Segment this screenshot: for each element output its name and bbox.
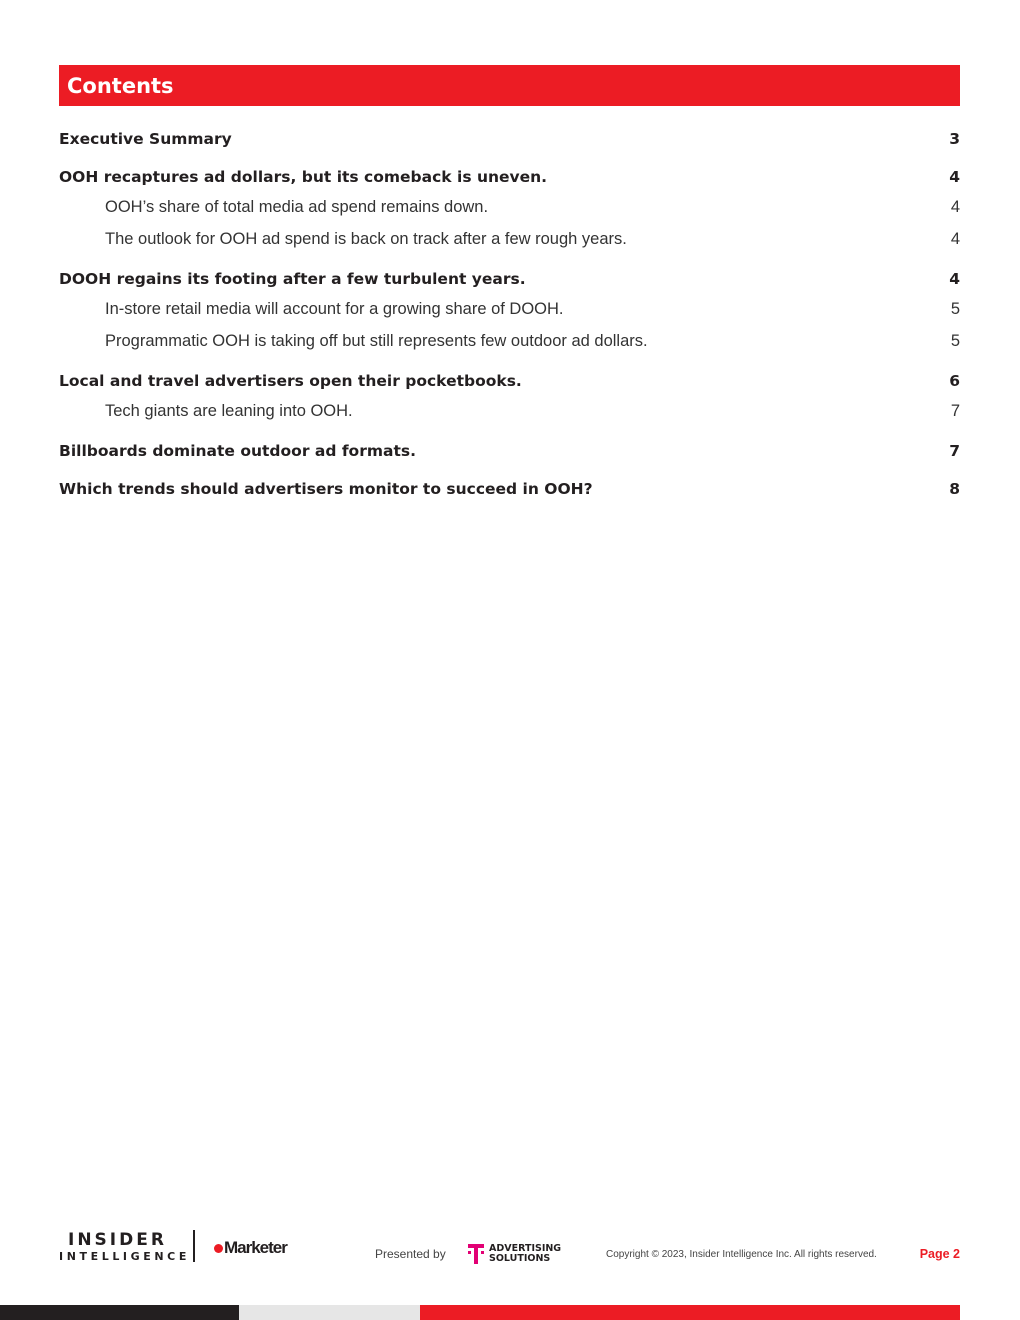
toc-page-number: 7 xyxy=(950,402,960,420)
toc-label: OOH’s share of total media ad spend remains down. xyxy=(105,198,489,216)
toc-page-number: 4 xyxy=(950,198,960,216)
copyright-text: Copyright © 2023, Insider Intelligence Inc. All rights reserved. xyxy=(606,1249,877,1260)
toc-item-dooh-regains[interactable] xyxy=(59,267,960,291)
toc-page-number: 8 xyxy=(949,480,960,498)
t-mobile-logo-icon xyxy=(468,1244,486,1264)
insider-intelligence-logo xyxy=(59,1230,190,1266)
emarketer-logo xyxy=(214,1236,287,1260)
toc-label: In-store retail media will account for a growing share of DOOH. xyxy=(105,300,564,318)
emarketer-wordmark: Marketer xyxy=(224,1238,287,1257)
toc-subitem-ooh-outlook[interactable] xyxy=(105,227,960,251)
logo-divider xyxy=(193,1230,195,1262)
toc-page-number: 6 xyxy=(949,372,960,390)
toc-page-number: 5 xyxy=(950,332,960,350)
toc-page-number: 4 xyxy=(950,230,960,248)
page-number: Page 2 xyxy=(919,1247,960,1261)
toc-label: DOOH regains its footing after a few turbulent years. xyxy=(59,270,526,288)
toc-label: Which trends should advertisers monitor to succeed in OOH? xyxy=(59,480,593,498)
toc-subitem-ooh-share[interactable] xyxy=(105,195,960,219)
page-footer xyxy=(59,1228,960,1268)
toc-page-number: 4 xyxy=(949,168,960,186)
toc-subitem-programmatic-ooh[interactable] xyxy=(105,329,960,353)
toc-item-which-trends[interactable] xyxy=(59,477,960,501)
toc-label: Local and travel advertisers open their pocketbooks. xyxy=(59,372,522,390)
toc-item-billboards[interactable] xyxy=(59,439,960,463)
toc-page-number: 3 xyxy=(949,130,960,148)
toc-label: Executive Summary xyxy=(59,130,232,148)
toc-label: Tech giants are leaning into OOH. xyxy=(105,402,353,420)
toc-label: OOH recaptures ad dollars, but its comeback is uneven. xyxy=(59,168,548,186)
footer-strip-black xyxy=(0,1305,239,1320)
logo-line-2: INTELLIGENCE xyxy=(59,1250,190,1263)
toc-label: Billboards dominate outdoor ad formats. xyxy=(59,442,416,460)
toc-subitem-in-store-retail[interactable] xyxy=(105,297,960,321)
sponsor-name xyxy=(489,1244,561,1264)
toc-page-number: 4 xyxy=(949,270,960,288)
toc-item-ooh-recaptures[interactable] xyxy=(59,165,960,189)
toc-page-number: 7 xyxy=(949,442,960,460)
toc-label: Programmatic OOH is taking off but still represents few outdoor ad dollars. xyxy=(105,332,648,350)
sponsor-line-2: SOLUTIONS xyxy=(489,1253,551,1264)
toc-label: The outlook for OOH ad spend is back on track after a few rough years. xyxy=(105,230,627,248)
logo-line-1: INSIDER xyxy=(68,1230,167,1250)
footer-strip-grey xyxy=(239,1305,420,1320)
emarketer-dot-icon xyxy=(214,1244,223,1253)
presented-by-label: Presented by xyxy=(375,1247,446,1261)
toc-item-local-travel[interactable] xyxy=(59,369,960,393)
toc-page-number: 5 xyxy=(950,300,960,318)
contents-title: Contents xyxy=(67,73,174,98)
footer-strip-red xyxy=(420,1305,960,1320)
sponsor-line-1: ADVERTISING xyxy=(489,1243,562,1254)
toc-subitem-tech-giants[interactable] xyxy=(105,399,960,423)
toc-item-executive-summary[interactable] xyxy=(59,127,960,151)
contents-header xyxy=(59,65,960,106)
